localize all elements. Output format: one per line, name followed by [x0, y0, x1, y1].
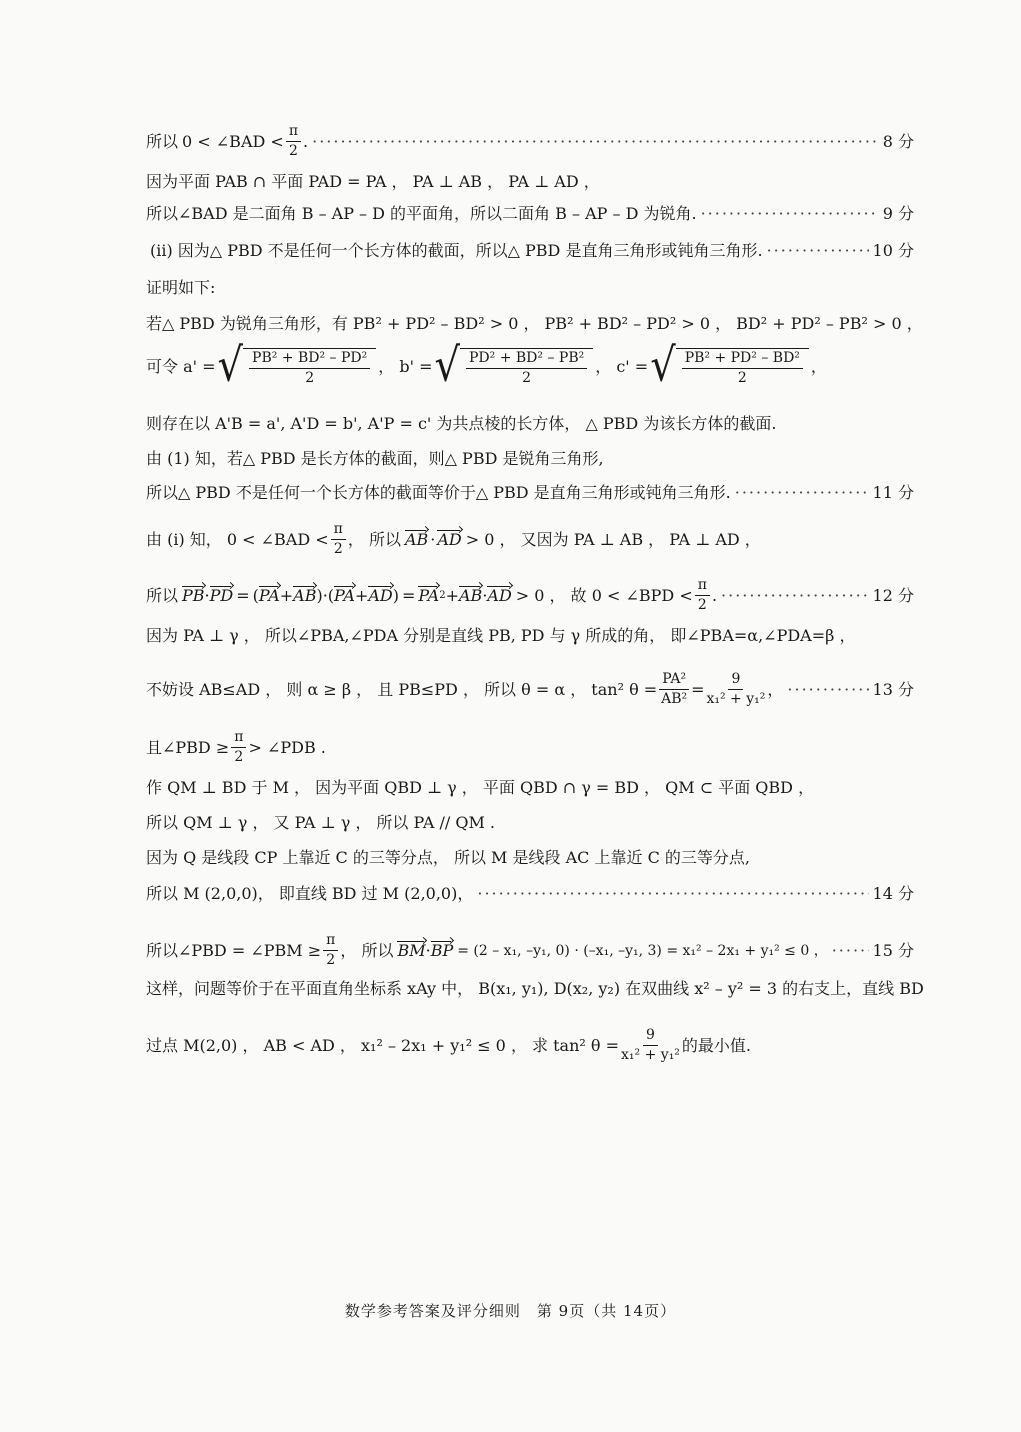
line-proof-heading: 证明如下: — [146, 278, 216, 297]
line-obtuse-condition: 所以∠PBD = ∠PBM ≥ $\frac{\pi}{2}$ ， 所以 BM · BP = (2 – x₁, –y₁, 0) · (–x₁, –y₁, 3) = x₁² – 2x₁ + y₁² ≤ 0 ， ····· 15 分 — [146, 933, 914, 969]
line-acute-condition: 若△ PBD 为锐角三角形，有 PB² + PD² – BD² > 0 ， PB² + BD² – PD² > 0 ， BD² + PD² – PB² > 0 ， — [146, 314, 923, 333]
page-footer: 数学参考答案及评分细则 第 9页（共 14页） — [344, 1302, 677, 1320]
line-qm-perp: 作 QM ⊥ BD 于 M ， 因为平面 QBD ⊥ γ ， 平面 QBD ∩ γ = BD ， QM ⊂ 平面 QBD ， — [146, 778, 815, 797]
fraction-pi-2: $\frac{\pi}{2}$ — [286, 124, 301, 160]
line-plane-intersection: 因为平面 PAB ∩ 平面 PAD = PA ， PA ⊥ AB ， PA ⊥ AD ， — [146, 172, 600, 191]
line-equivalence: 所以△ PBD 不是任何一个长方体的截面等价于△ PBD 是直角三角形或钝角三角形. ····· 11 分 — [146, 485, 914, 501]
line-angle-pbd: 且∠PBD ≥ $\frac{\pi}{2}$ > ∠PDB . — [146, 729, 326, 766]
dot-leader — [477, 886, 868, 902]
dot-leader — [787, 682, 868, 698]
dot-leader — [767, 243, 869, 259]
vector-ad: AD — [437, 529, 462, 549]
line-pa-parallel-qm: 所以 QM ⊥ γ ， 又 PA ⊥ γ ， 所以 PA // QM . — [146, 813, 495, 832]
score-14: 14 分 — [872, 884, 914, 903]
score-10: 10 分 — [872, 241, 914, 260]
line-bad-range: 所以 0 < ∠BAD < $\frac{\pi}{2}$ . ····· 8 分 — [146, 124, 914, 160]
sqrt-b-prime: √ $\frac{\text{PD² + BD² – PB²}}{2}$ — [435, 348, 594, 387]
vector-bp: BP — [430, 940, 454, 960]
score-8: 8 分 — [882, 131, 914, 151]
line-hyperbola: 这样，问题等价于在平面直角坐标系 xAy 中， B(x₁, y₁), D(x₂, y₂) 在双曲线 x² – y² = 3 的右支上，直线 BD — [146, 979, 924, 998]
score-11: 11 分 — [872, 483, 914, 502]
line-cuboid-exists: 则存在以 A'B = a', A'D = b', A'P = c' 为共点棱的长方体， △ PBD 为该长方体的截面. — [146, 414, 777, 433]
vector-pd: PD — [209, 585, 234, 605]
dot-leader — [721, 588, 869, 604]
line-from-part-i: 由 (i) 知， 0 < ∠BAD < $\frac{\pi}{2}$ ， 所以 AB · AD > 0 ， 又因为 PA ⊥ AB ， PA ⊥ AD ， — [146, 521, 761, 558]
dot-leader — [832, 943, 869, 959]
score-13: 13 分 — [872, 679, 914, 699]
line-point-m: 所以 M (2,0,0)， 即直线 BD 过 M (2,0,0)， ····· 14 分 — [146, 886, 914, 902]
sqrt-c-prime: √ $\frac{\text{PB² + PD² – BD²}}{2}$ — [650, 348, 809, 387]
line-edge-lengths: 可令 a' = √ $\frac{\text{PB² + BD² – PD²}}{2}$ ， b' = √ $\frac{\text{PD² + BD² – PB²}}{2}$ ， c' = √ $\frac{\text{PB² + PD² – BD²}}{2}$ ， — [146, 339, 827, 393]
line-angles-with-plane: 因为 PA ⊥ γ ， 所以∠PBA,∠PDA 分别是直线 PB, PD 与 γ 所成的角， 即∠PBA=α,∠PDA=β ， — [146, 626, 856, 645]
line-dot-product: 所以 PB · PD = ( PA + AB )·( PA + AD ) = PA 2 + AB · AD > 0 ， 故 0 < ∠BPD < $\frac{\pi}{2}$ . ····· 12 分 — [146, 578, 914, 614]
line-tan-theta: 不妨设 AB≤AD ， 则 α ≥ β ， 且 PB≤PD ， 所以 θ = α ， tan² θ = $\frac{\text{PA²}}{\text{AB²}}$ = $\frac{9}{\text{x₁² + y₁²}}$ ， ····· 13 分 — [146, 672, 914, 708]
score-12: 12 分 — [872, 585, 914, 605]
sqrt-a-prime: √ $\frac{\text{PB² + BD² – PD²}}{2}$ — [218, 348, 377, 387]
dot-leader — [312, 134, 879, 150]
score-9: 9 分 — [882, 204, 914, 223]
dot-leader — [735, 485, 869, 501]
line-dihedral-angle: 所以∠BAD 是二面角 B – AP – D 的平面角，所以二面角 B – AP – D 为锐角. ····· 9 分 — [146, 206, 914, 222]
dot-leader — [701, 206, 879, 222]
vector-ab: AB — [404, 529, 429, 549]
line-minimum: 过点 M(2,0) ， AB < AD ， x₁² – 2x₁ + y₁² ≤ 0 ， 求 tan² θ = $\frac{9}{\text{x₁² + y₁²}}$ 的最小值. — [146, 1027, 752, 1064]
line-from-part-1: 由 (1) 知，若△ PBD 是长方体的截面，则△ PBD 是锐角三角形, — [146, 449, 604, 468]
line-trisection: 因为 Q 是线段 CP 上靠近 C 的三等分点， 所以 M 是线段 AC 上靠近 C 的三等分点, — [146, 848, 750, 867]
score-15: 15 分 — [872, 940, 914, 960]
vector-bm: BM — [397, 940, 426, 960]
line-part-ii: (ii) 因为△ PBD 不是任何一个长方体的截面，所以△ PBD 是直角三角形或钝角三角形. ····· 10 分 — [150, 243, 914, 259]
vector-pb: PB — [182, 585, 205, 605]
